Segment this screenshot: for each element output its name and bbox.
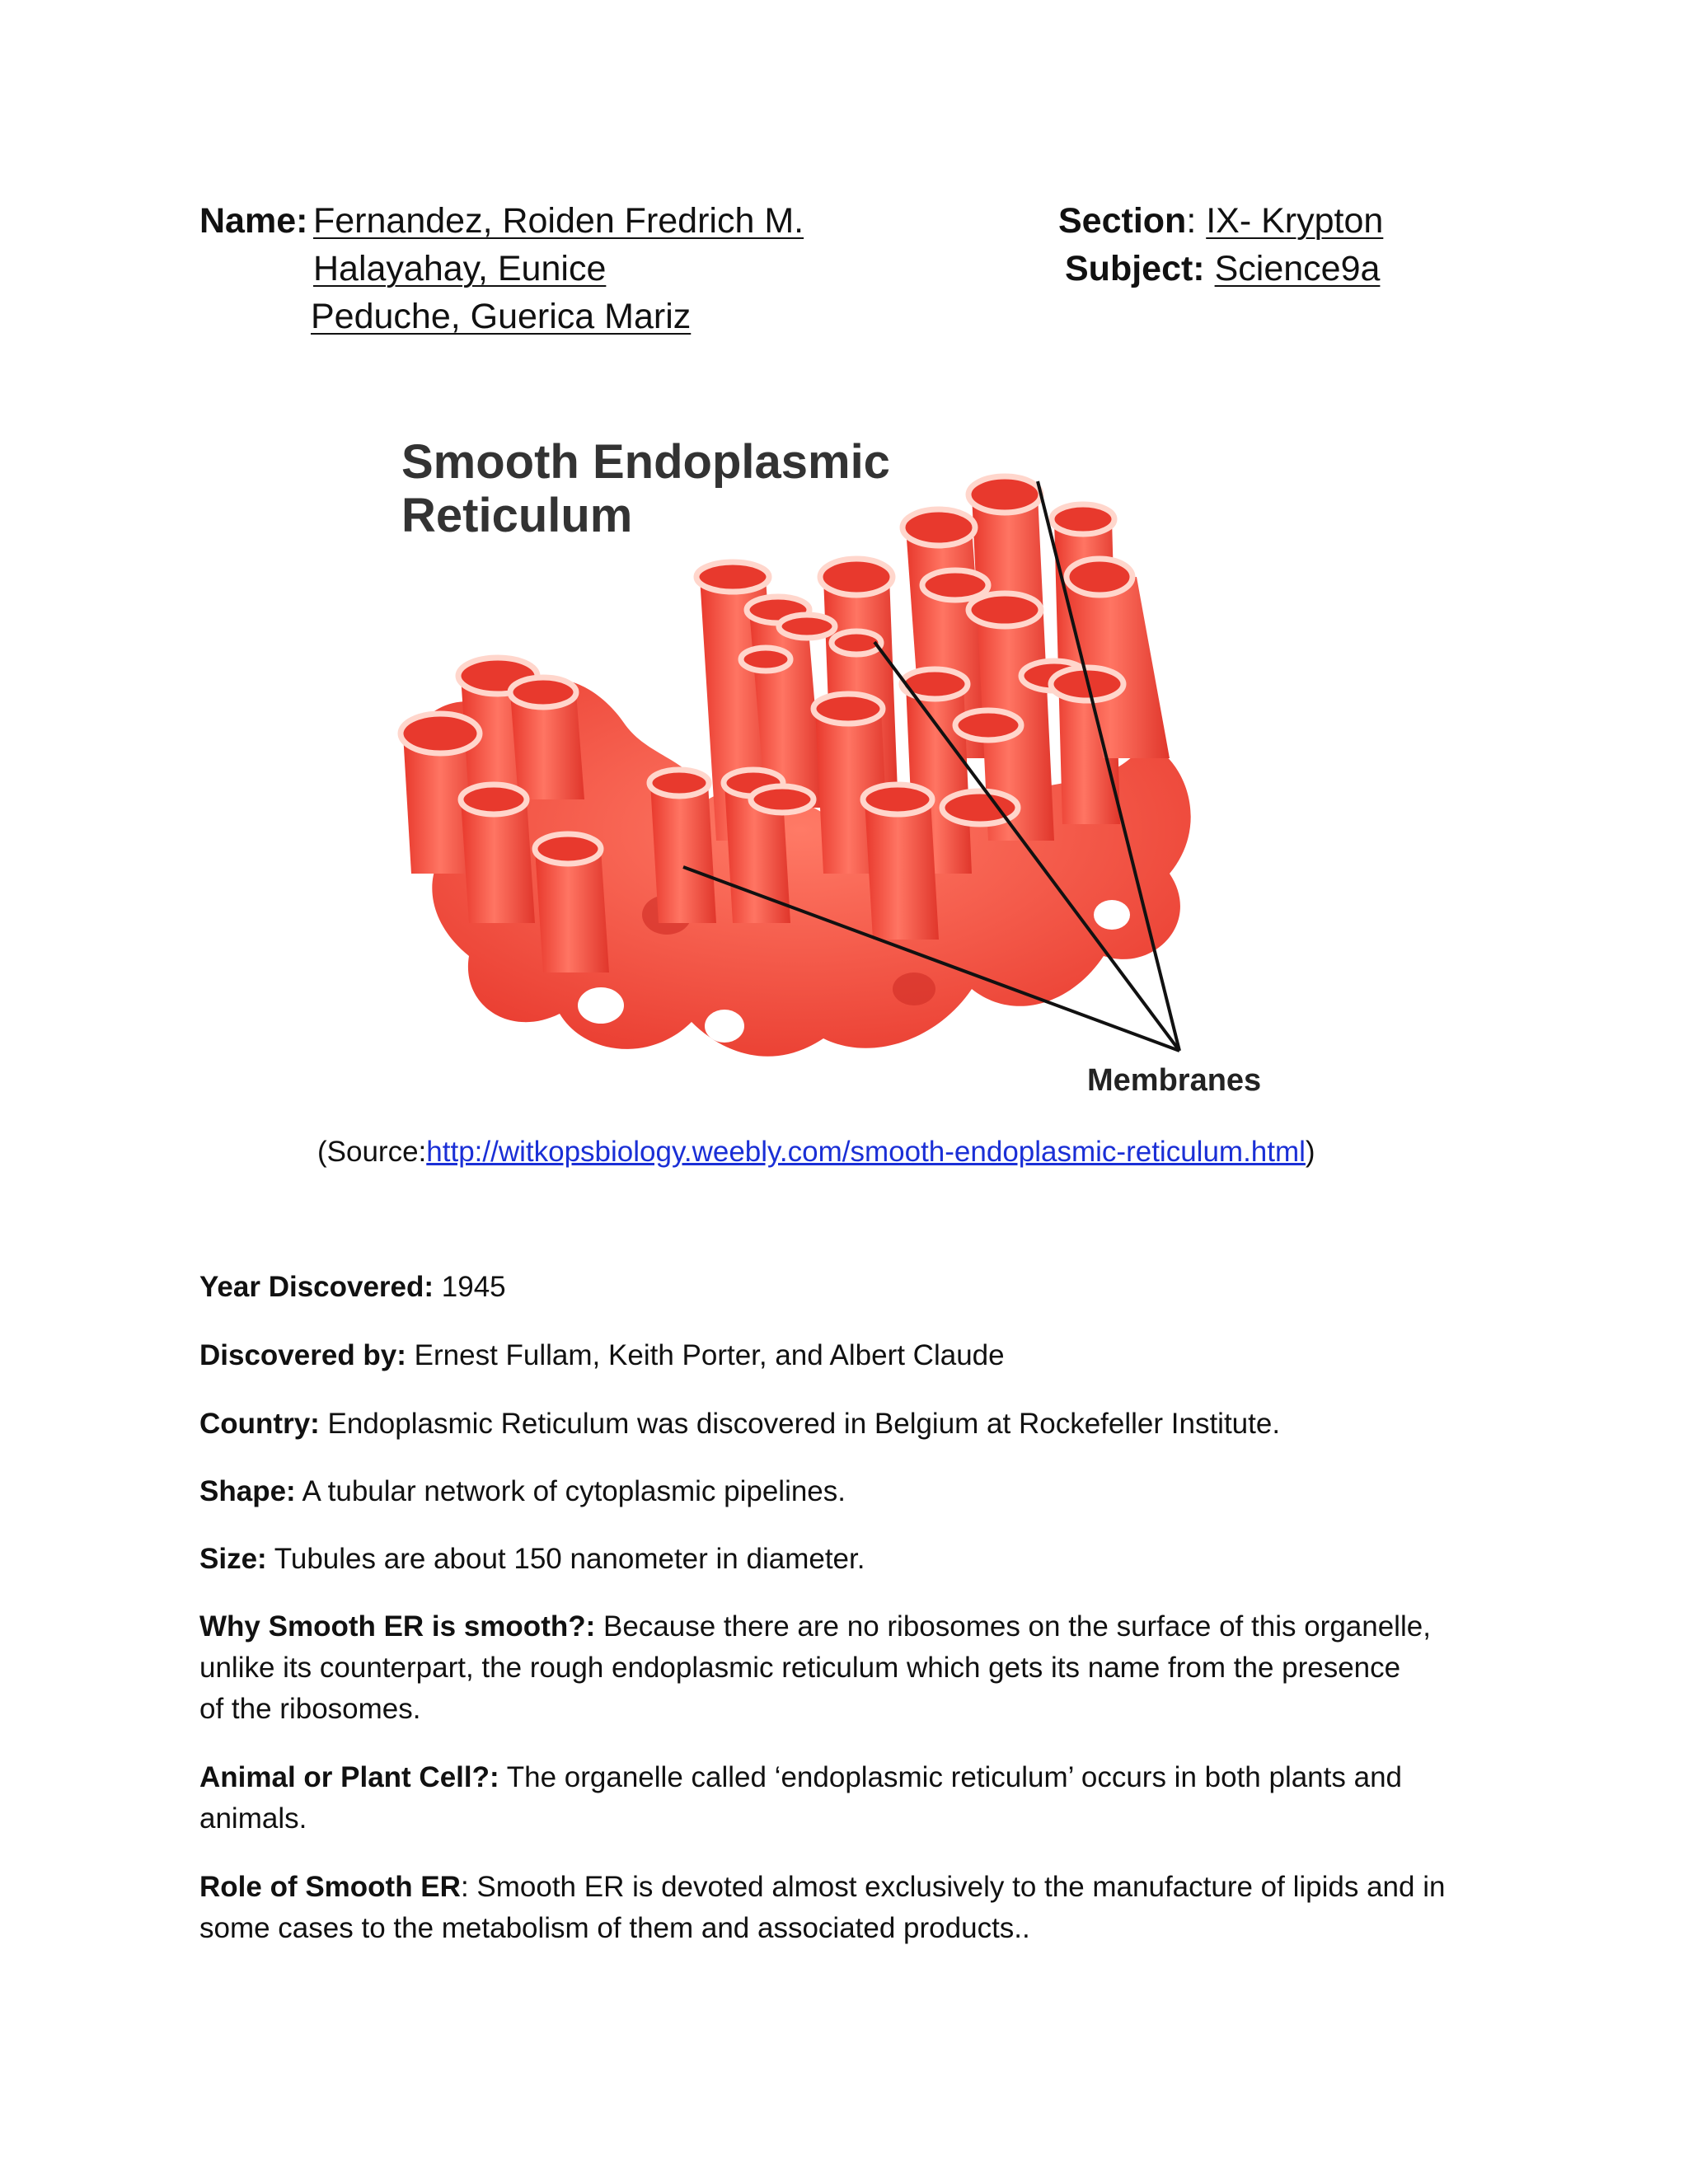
year-discovered-label: Year Discovered: xyxy=(199,1271,434,1303)
animal-or-plant-line1 xyxy=(199,1757,1502,1798)
role-line2: some cases to the metabolism of them and associated products.. xyxy=(199,1912,1030,1944)
source-line xyxy=(317,1136,1315,1169)
section-value: IX- Krypton xyxy=(1206,201,1384,241)
country-label: Country: xyxy=(199,1408,320,1440)
why-smooth-line2: unlike its counterpart, the rough endoplasmic reticulum which gets its name from the presence xyxy=(199,1652,1401,1684)
animal-or-plant xyxy=(199,1757,1502,1840)
source-suffix: ) xyxy=(1305,1136,1315,1168)
size-value: Tubules are about 150 nanometer in diameter. xyxy=(266,1543,865,1575)
membranes-label: Membranes xyxy=(1087,1063,1262,1098)
source-link[interactable]: http://witkopsbiology.weebly.com/smooth-endoplasmic-reticulum.html xyxy=(426,1136,1306,1168)
size xyxy=(199,1539,1502,1580)
country xyxy=(199,1404,1502,1445)
shape-value: A tubular network of cytoplasmic pipelines. xyxy=(295,1475,846,1507)
subject-line xyxy=(1065,247,1380,290)
section-separator: : xyxy=(1186,201,1197,241)
country-value: Endoplasmic Reticulum was discovered in Belgium at Rockefeller Institute. xyxy=(319,1408,1281,1440)
student-name-1: Fernandez, Roiden Fredrich M. xyxy=(313,201,804,241)
why-smooth-line3: of the ribosomes. xyxy=(199,1693,421,1725)
why-smooth-line1 xyxy=(199,1606,1502,1647)
discovered-by-value: Ernest Fullam, Keith Porter, and Albert Claude xyxy=(406,1339,1005,1371)
role-of-smooth-er xyxy=(199,1867,1502,1949)
animal-or-plant-line2: animals. xyxy=(199,1802,307,1835)
why-smooth-label: Why Smooth ER is smooth?: xyxy=(199,1610,596,1643)
smooth-er-illustration xyxy=(378,412,1320,1101)
source-prefix: (Source: xyxy=(317,1136,427,1168)
animal-or-plant-text1: The organelle called ‘endoplasmic reticulum’ occurs in both plants and xyxy=(499,1761,1402,1793)
role-text1: : Smooth ER is devoted almost exclusively to the manufacture of lipids and in xyxy=(460,1871,1446,1903)
discovered-by-label: Discovered by: xyxy=(199,1339,406,1371)
discovered-by xyxy=(199,1335,1502,1376)
why-smooth xyxy=(199,1606,1502,1730)
section-line xyxy=(1058,199,1383,242)
why-smooth-text1: Because there are no ribosomes on the surface of this organelle, xyxy=(595,1610,1431,1643)
shape-label: Shape: xyxy=(199,1475,296,1507)
section-label: Section xyxy=(1058,201,1187,241)
year-discovered-value: 1945 xyxy=(434,1271,506,1303)
subject-label: Subject: xyxy=(1065,249,1205,288)
name-label: Name: xyxy=(199,201,308,241)
role-line1 xyxy=(199,1867,1502,1908)
figure-title-line2: Reticulum xyxy=(401,489,633,542)
student-name-2: Halayahay, Eunice xyxy=(313,249,607,288)
figure-title-line1: Smooth Endoplasmic xyxy=(401,435,890,489)
animal-or-plant-label: Animal or Plant Cell?: xyxy=(199,1761,499,1793)
subject-value: Science9a xyxy=(1214,249,1381,288)
role-label: Role of Smooth ER xyxy=(199,1871,461,1903)
smooth-er-figure xyxy=(378,412,1320,1101)
shape xyxy=(199,1471,1502,1512)
year-discovered xyxy=(199,1267,1502,1308)
student-name-3: Peduche, Guerica Mariz xyxy=(311,297,692,336)
size-label: Size: xyxy=(199,1543,267,1575)
